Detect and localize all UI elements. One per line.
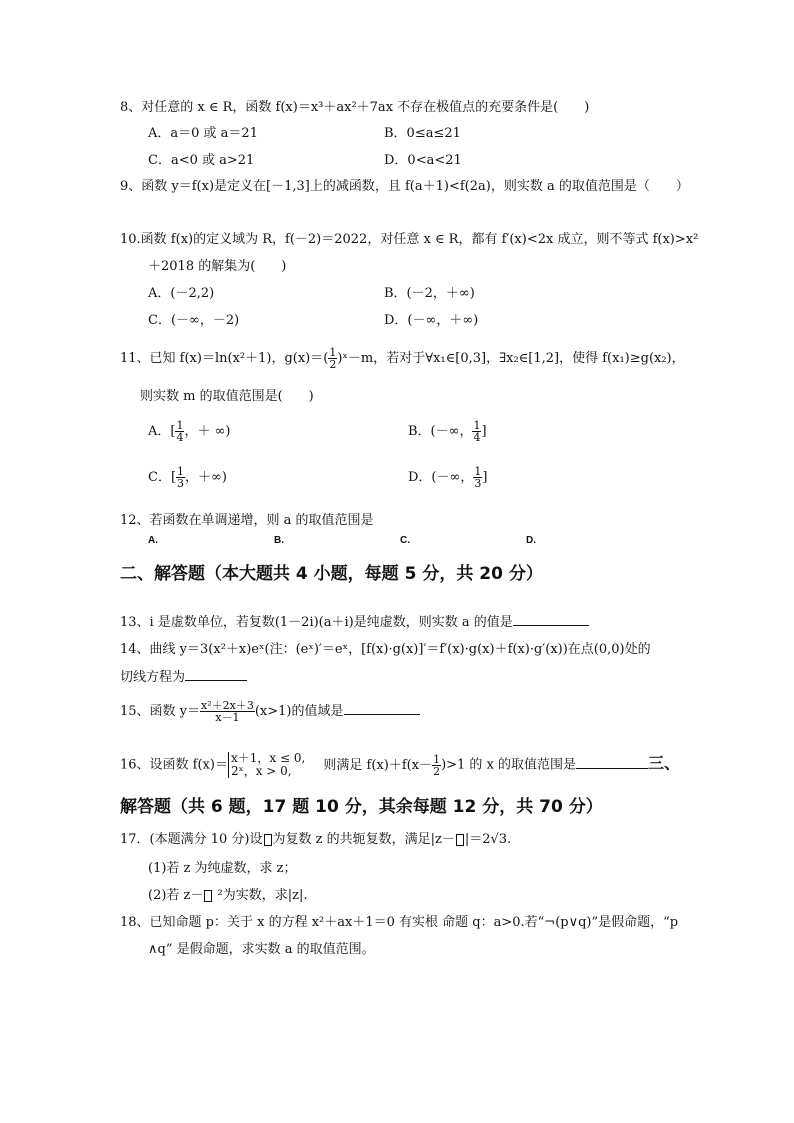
q12-option-b: B. <box>274 535 284 546</box>
q11-stem-line2: 则实数 m 的取值范围是( ) <box>140 389 314 404</box>
q13-stem: 13、i 是虚数单位，若复数(1－2i)(a＋i)是纯虚数，则实数 a 的值是 <box>120 613 589 632</box>
q10-stem-line1: 10.函数 f(x)的定义域为 R，f(－2)＝2022，对任意 x ∈ R，都有 f′(x)<2x 成立，则不等式 f(x)>x² <box>120 232 699 247</box>
q11-option-b: B．(－∞， $\frac{1}{4}$ ] <box>408 419 487 444</box>
q11-stem-line1 <box>120 347 685 370</box>
q8-option-b: B．0≤a≤21 <box>384 126 461 141</box>
q17-part-2: (2)若 z－ ²为实数，求|z|. <box>148 888 308 903</box>
fraction-one-half: $\frac{1}{2}$ <box>329 346 337 371</box>
q8-option-a: A．a＝0 或 a＝21 <box>148 126 258 141</box>
q18-stem-line1: 18、已知命题 p：关于 x 的方程 x²＋ax＋1＝0 有实根 命题 q：a>0.若“¬(p∨q)”是假命题，“p <box>120 915 679 930</box>
q12-option-c: C. <box>400 535 410 546</box>
fraction-one-third: $\frac{1}{3}$ <box>177 465 185 490</box>
q11-option-d: D．(－∞， $\frac{1}{3}$ ] <box>408 465 488 490</box>
answer-blank[interactable] <box>576 756 648 769</box>
q11-stem-part-b: )ˣ－m，若对于∀x₁∈[0,3]，∃x₂∈[1,2]，使得 f(x₁)≥g(x₂)， <box>337 351 685 366</box>
q9-stem: 9、函数 y＝f(x)是定义在[－1,3]上的减函数，且 f(a＋1)<f(2a)，则实数 a 的取值范围是（ ） <box>120 179 689 194</box>
section-heading-3-prefix: 三、 <box>648 753 681 773</box>
q10-stem-line2: ＋2018 的解集为( ) <box>148 259 287 274</box>
section-heading-2: 二、解答题（本大题共 4 小题，每题 5 分，共 20 分） <box>120 564 543 584</box>
piecewise-function: x＋1，x ≤ 0, 2ˣ，x > 0, <box>228 752 305 778</box>
q10-option-a: A．(－2,2) <box>148 286 215 301</box>
q10-option-c: C．(－∞，－2) <box>148 313 240 328</box>
q15-stem: 15、函数 y＝ $\frac{\text{x²＋2x＋3}}{x-1}$ (x>1)的值域是 <box>120 700 420 723</box>
q11-stem-part-a: 11、已知 f(x)＝ln(x²＋1)，g(x)＝( <box>120 351 329 366</box>
q12-stem: 12、若函数在单调递增，则 a 的取值范围是 <box>120 513 374 528</box>
answer-blank[interactable] <box>344 702 420 715</box>
conjugate-z-symbol <box>204 890 212 902</box>
answer-blank[interactable] <box>513 613 589 626</box>
q16-stem: 16、设函数 f(x)＝ x＋1，x ≤ 0, 2ˣ，x > 0, 则满足 f(x)＋f(x－ $\frac{1}{2}$ )>1 的 x 的取值范围是 三、 <box>120 751 681 778</box>
q12-option-d: D. <box>526 535 536 546</box>
q18-stem-line2: ∧q” 是假命题，求实数 a 的取值范围。 <box>148 942 375 957</box>
fraction-one-quarter: $\frac{1}{4}$ <box>176 419 184 444</box>
fraction-one-third: $\frac{1}{3}$ <box>474 465 482 490</box>
q17-part-1: (1)若 z 为纯虚数，求 z； <box>148 861 297 876</box>
section-heading-3: 解答题（共 6 题，17 题 10 分，其余每题 12 分，共 70 分） <box>120 797 603 817</box>
q11-option-a: A．[ $\frac{1}{4}$ ，＋ ∞) <box>148 419 231 444</box>
q8-stem: 8、对任意的 x ∈ R，函数 f(x)＝x³＋ax²＋7ax 不存在极值点的充要条件是( ) <box>120 100 590 115</box>
q8-option-c: C．a<0 或 a>21 <box>148 153 255 168</box>
fraction-one-quarter: $\frac{1}{4}$ <box>473 419 481 444</box>
q17-stem: 17．(本题满分 10 分)设 为复数 z 的共轭复数，满足|z－ |＝2√3. <box>120 832 512 847</box>
q12-option-a: A. <box>148 535 158 546</box>
q10-option-b: B．(－2，＋∞) <box>384 286 475 301</box>
answer-blank[interactable] <box>185 668 247 681</box>
q8-option-d: D．0<a<21 <box>384 153 462 168</box>
q10-option-d: D．(－∞，＋∞) <box>384 313 479 328</box>
conjugate-z-symbol <box>264 834 272 846</box>
q14-stem-line2: 切线方程为 <box>120 668 247 687</box>
q14-stem-line1: 14、曲线 y＝3(x²＋x)eˣ(注：(eˣ)′＝eˣ，[f(x)·g(x)]′＝f′(x)·g(x)＋f(x)·g′(x))在点(0,0)处的 <box>120 642 651 657</box>
fraction-one-half: $\frac{1}{2}$ <box>433 752 441 778</box>
conjugate-z-symbol <box>456 834 464 846</box>
q11-option-c: C．[ $\frac{1}{3}$ ，＋∞) <box>148 465 227 490</box>
fraction-expression: $\frac{\text{x²＋2x＋3}}{x-1}$ <box>201 699 254 724</box>
